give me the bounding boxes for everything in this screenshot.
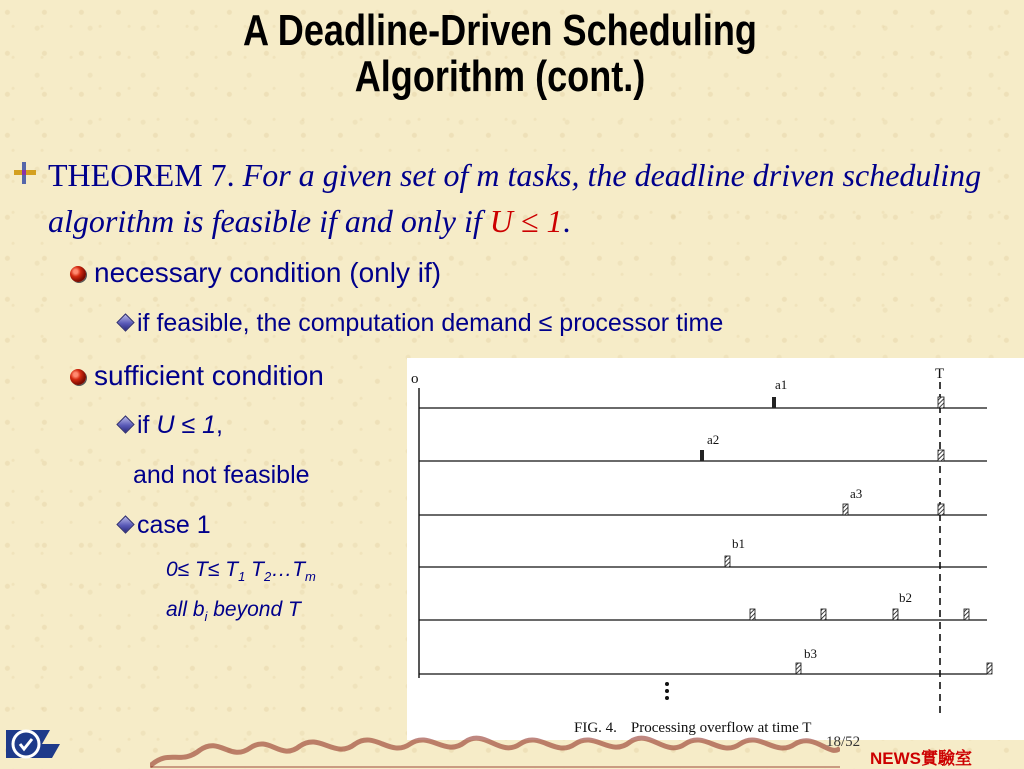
processing-overflow-figure [407,358,1024,740]
theorem-label: THEOREM 7. [48,157,235,193]
timeline-row-a3 [419,486,987,515]
row-label-a1: a1 [775,377,788,392]
timeline-row-a1 [419,377,987,408]
vertical-ellipsis-icon [665,682,669,700]
bullet-ball-icon [70,266,86,282]
execution-block [821,609,826,620]
bullet-diamond-icon [116,515,134,533]
case-1-inequality: $0\le T\le T_1$ $T_2\dots T_m$ [166,558,316,585]
origin-label: o [411,371,419,387]
row-label-a2: a2 [707,432,720,447]
theorem-7 [48,152,1008,244]
page-number: 18/52 [826,734,861,750]
sufficient-if-line [137,410,223,440]
deadline-marker [772,397,776,408]
page-current: 18 [826,734,841,750]
figure-caption-label: FIG. 4. [574,720,617,736]
slide-title-line-1: A Deadline-Driven Scheduling [243,6,757,55]
row-label-b2: b2 [899,590,912,605]
deadline-label: T [935,366,945,382]
necessary-condition-detail: if feasible, the computation demand ≤ processor time [137,309,724,337]
sufficient-case-1: case 1 [137,511,211,539]
timeline-row-b1 [419,536,987,567]
execution-block [725,556,730,567]
execution-block [938,504,944,515]
row-label-b1: b1 [732,536,745,551]
bullet-diamond-icon [116,313,134,331]
sufficient-if-suffix: , [216,411,223,439]
sufficient-if-condition: U ≤ 1 [156,411,217,439]
footer-decoration [150,728,840,768]
theorem-text: For a given set of m tasks, the deadline driven scheduling algorithm is feasible if and only if [48,157,982,239]
timeline-row-a2 [419,432,987,461]
lab-name: NEWS實驗室 [870,749,972,768]
execution-block [843,504,848,515]
execution-block [938,397,944,408]
execution-block [938,450,944,461]
execution-block [987,663,992,674]
theorem-condition: U ≤ 1 [489,203,563,239]
theorem-period: . [562,203,571,239]
case-1-all-b-beyond-t: all $b_i$ beyond T [166,598,301,625]
row-label-b3: b3 [804,646,817,661]
sufficient-condition-heading: sufficient condition [94,360,324,391]
row-label-a3: a3 [850,486,863,501]
bullet-ball-icon [70,369,86,385]
figure-caption-text: Processing overflow at time T [630,720,812,736]
slide-title-line-2: Algorithm (cont.) [354,52,646,101]
bullet-level1-icon [14,162,36,184]
execution-block [796,663,801,674]
deadline-marker [700,450,704,461]
execution-block [893,609,898,620]
necessary-condition-heading: necessary condition (only if) [94,257,442,288]
university-logo-icon [2,722,72,766]
timeline-diagram [407,358,1024,740]
sufficient-and-not-feasible: and not feasible [133,461,310,489]
timeline-row-b2 [419,590,987,620]
execution-block [964,609,969,620]
execution-block [750,609,755,620]
slide-title [90,8,910,100]
sufficient-if-prefix: if [137,411,157,439]
bullet-diamond-icon [116,415,134,433]
page-total: 52 [845,734,861,750]
timeline-row-b3 [419,646,992,674]
